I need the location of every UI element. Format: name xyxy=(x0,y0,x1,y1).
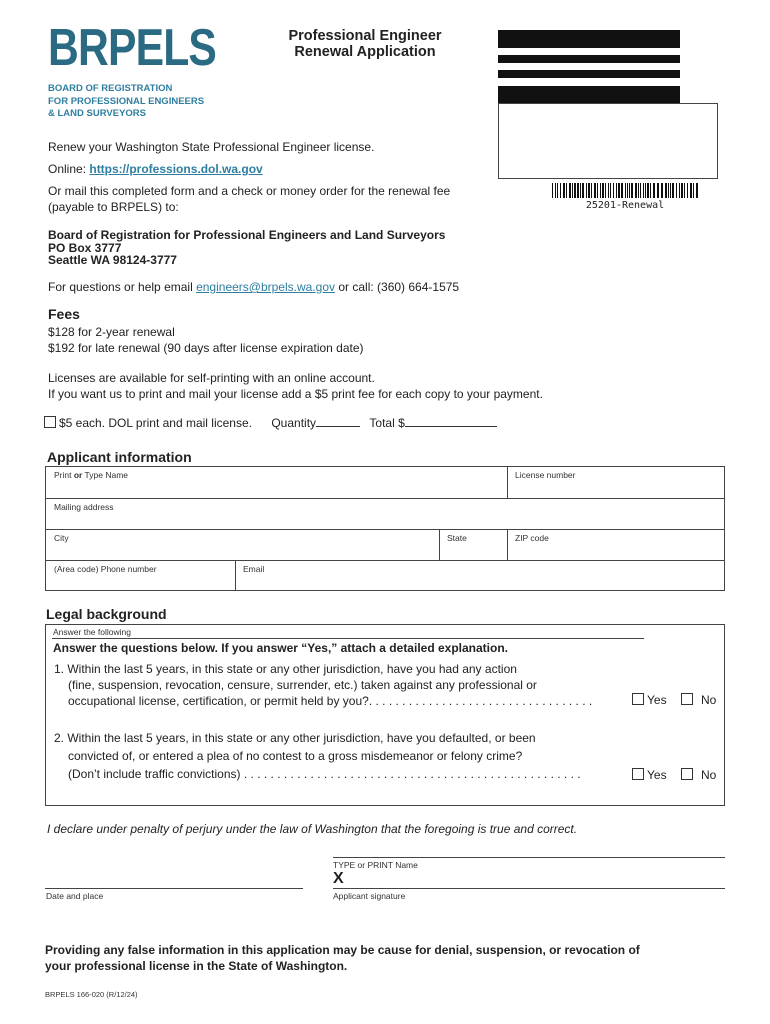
type-print-label: TYPE or PRINT Name xyxy=(333,860,418,870)
city-label: City xyxy=(54,533,69,543)
stripe xyxy=(498,30,680,48)
barcode-bar xyxy=(582,183,584,198)
barcode-bar xyxy=(665,183,667,198)
mailing-row xyxy=(46,498,724,529)
barcode-bar xyxy=(618,183,620,198)
zip-label: ZIP code xyxy=(515,533,549,543)
barcode-bar xyxy=(625,183,626,198)
false-info-warning xyxy=(45,942,640,974)
email-field[interactable] xyxy=(235,561,724,591)
print-line-2: If you want us to print and mail your license add a $5 print fee for each copy to your payment. xyxy=(48,387,543,401)
renew-text: Renew your Washington State Professional Engineer license. xyxy=(48,140,375,154)
office-use-box xyxy=(498,103,718,179)
mailing-address xyxy=(48,229,445,267)
legal-box xyxy=(45,624,725,806)
barcode-bar xyxy=(653,183,655,198)
q1-line: 1. Within the last 5 years, in this state or any other jurisdiction, have you had any action xyxy=(54,662,517,676)
city-field[interactable] xyxy=(46,530,439,560)
name-row xyxy=(46,467,724,498)
no-label: No xyxy=(701,693,717,707)
yes-label: Yes xyxy=(647,693,667,707)
state-label: State xyxy=(447,533,467,543)
print-option-checkbox[interactable] xyxy=(44,416,56,428)
barcode-bar xyxy=(631,183,633,198)
name-label: Print or Type Name xyxy=(54,470,129,480)
license-label: License number xyxy=(515,470,576,480)
title-line-2: Renewal Application xyxy=(294,44,436,60)
barcode-bar xyxy=(594,183,596,198)
q2-no-checkbox[interactable] xyxy=(681,768,693,780)
phone-label: (Area code) Phone number xyxy=(54,564,157,574)
online-label: Online: xyxy=(48,162,90,176)
q2-line: 2. Within the last 5 years, in this state or any other jurisdiction, have you defaulted, or been xyxy=(54,731,536,745)
barcode-bar xyxy=(572,183,573,198)
print-line-1: Licenses are available for self-printing with an online account. xyxy=(48,371,375,385)
barcode-bar xyxy=(580,183,581,198)
mail-line-1: Or mail this completed form and a check or money order for the renewal fee xyxy=(48,184,451,198)
question-1 xyxy=(54,661,638,709)
print-option-label: $5 each. DOL print and mail license. xyxy=(59,416,252,430)
date-place-line[interactable] xyxy=(45,888,303,889)
barcode-bar xyxy=(676,183,677,198)
barcode-bar xyxy=(670,183,671,198)
address-line: Seattle WA 98124-3777 xyxy=(48,253,177,267)
barcode-bar xyxy=(552,183,553,198)
barcode-bar xyxy=(693,183,694,198)
barcode-bar xyxy=(672,183,674,198)
barcode-bar xyxy=(586,183,587,198)
barcode-bar xyxy=(610,183,611,198)
q1-no[interactable] xyxy=(681,693,716,707)
applicant-grid xyxy=(45,466,725,591)
q1-line: occupational license, certification, or permit held by you?. . . . . . . . . . . . . . . . . . . . . . . . . . . . . . . . . . xyxy=(68,694,593,708)
barcode-bar xyxy=(616,183,617,198)
barcode-bar xyxy=(687,183,688,198)
stripe xyxy=(498,70,680,78)
applicant-heading: Applicant information xyxy=(47,449,192,465)
fee-line-2: $192 for late renewal (90 days after license expiration date) xyxy=(48,341,364,355)
signature-x-mark: X xyxy=(333,870,344,887)
barcode-bar xyxy=(597,183,598,198)
warning-line: your professional license in the State of Washington. xyxy=(45,959,348,973)
barcode-bar xyxy=(613,183,614,198)
fee-line-1: $128 for 2-year renewal xyxy=(48,325,175,339)
barcode-text: 25201-Renewal xyxy=(585,200,665,211)
barcode-bar xyxy=(591,183,592,198)
questions-prefix: For questions or help email xyxy=(48,280,197,294)
q1-no-checkbox[interactable] xyxy=(681,693,693,705)
fees-heading: Fees xyxy=(48,306,80,322)
quantity-label: Quantity xyxy=(271,416,317,430)
barcode-bar xyxy=(569,183,571,198)
q2-line: convicted of, or entered a plea of no contest to a gross misdemeanor or felony crime? xyxy=(68,749,523,763)
answer-label: Answer the following xyxy=(53,627,131,637)
total-label: Total $ xyxy=(369,416,405,430)
license-number-field[interactable] xyxy=(507,467,724,498)
barcode-bar xyxy=(657,183,659,198)
online-link[interactable]: https://professions.dol.wa.gov xyxy=(89,162,263,176)
barcode-bar xyxy=(681,183,683,198)
warning-line: Providing any false information in this application may be cause for denial, suspension, or revocation of xyxy=(45,943,640,957)
barcode-bar xyxy=(690,183,692,198)
mailing-address-field[interactable] xyxy=(46,499,724,529)
title-line-1: Professional Engineer xyxy=(288,28,442,44)
name-field[interactable] xyxy=(46,467,507,498)
mail-line-2: (payable to BRPELS) to: xyxy=(48,200,179,214)
q1-yes-checkbox[interactable] xyxy=(632,693,644,705)
barcode-bar xyxy=(684,183,685,198)
yes-label: Yes xyxy=(647,768,667,782)
declaration-text: I declare under penalty of perjury under the law of Washington that the foregoing is true and correct. xyxy=(47,822,578,836)
email-link[interactable]: engineers@brpels.wa.gov xyxy=(196,280,336,294)
barcode-bar xyxy=(577,183,579,198)
barcode-bar xyxy=(566,183,567,198)
barcode-bar xyxy=(621,183,623,198)
q2-yes[interactable] xyxy=(632,768,667,782)
contact-row xyxy=(46,560,724,591)
state-field[interactable] xyxy=(439,530,507,560)
no-label: No xyxy=(701,768,717,782)
barcode-bar xyxy=(679,183,680,198)
barcode xyxy=(552,183,700,198)
questions-suffix: or call: (360) 664-1575 xyxy=(335,280,460,294)
signature-label: Applicant signature xyxy=(333,891,406,901)
barcode-bar xyxy=(560,183,561,198)
q2-line: (Don’t include traffic convictions) . . . . . . . . . . . . . . . . . . . . . . . . . . . . . . . . . . . . . . . . . . . . . . . . . . . xyxy=(68,767,581,781)
barcode-bar xyxy=(650,183,651,198)
barcode-bar xyxy=(643,183,644,198)
q2-yes-checkbox[interactable] xyxy=(632,768,644,780)
address-line: PO Box 3777 xyxy=(48,240,122,255)
barcode-bar xyxy=(645,183,646,198)
signature-line[interactable] xyxy=(333,888,725,889)
barcode-bar xyxy=(574,183,576,198)
q1-yes[interactable] xyxy=(632,693,667,707)
barcode-bar xyxy=(588,183,590,198)
stripe xyxy=(498,86,680,104)
barcode-bar xyxy=(668,183,669,198)
barcode-bar xyxy=(602,183,604,198)
barcode-bar xyxy=(638,183,639,198)
zip-field[interactable] xyxy=(507,530,724,560)
barcode-bar xyxy=(557,183,558,198)
barcode-bar xyxy=(696,183,698,198)
q1-line: (fine, suspension, revocation, censure, surrender, etc.) taken against any professional or xyxy=(68,678,537,692)
legal-heading: Legal background xyxy=(46,606,167,622)
online-line xyxy=(48,161,263,177)
form-number: BRPELS 166-020 (R/12/24) xyxy=(45,990,138,999)
barcode-bar xyxy=(627,183,628,198)
barcode-bar xyxy=(605,183,606,198)
mailing-label: Mailing address xyxy=(54,502,114,512)
phone-field[interactable] xyxy=(46,561,235,591)
questions-line xyxy=(48,279,459,295)
total-field[interactable] xyxy=(405,418,497,427)
q2-no[interactable] xyxy=(681,768,716,782)
print-option-row xyxy=(44,415,497,431)
email-label: Email xyxy=(243,564,265,574)
form-title xyxy=(255,28,475,60)
barcode-bar xyxy=(600,183,601,198)
quantity-field[interactable] xyxy=(316,418,360,427)
question-2 xyxy=(54,729,638,783)
barcode-bar xyxy=(635,183,637,198)
brpels-logo: BRPELS xyxy=(48,19,217,77)
city-row xyxy=(46,529,724,560)
stripe xyxy=(498,55,680,63)
barcode-bar xyxy=(640,183,641,198)
barcode-bar xyxy=(555,183,556,198)
barcode-bar xyxy=(608,183,609,198)
logo-subtitle: BOARD OF REGISTRATION FOR PROFESSIONAL ENGINEERS & LAND SURVEYORS xyxy=(48,83,205,119)
address-line: Board of Registration for Professional Engineers and Land Surveyors xyxy=(48,228,446,242)
barcode-bar xyxy=(647,183,649,198)
legal-instruction: Answer the questions below. If you answer “Yes,” attach a detailed explanation. xyxy=(53,641,509,655)
barcode-bar xyxy=(629,183,630,198)
date-label: Date and place xyxy=(46,891,104,901)
barcode-bar xyxy=(661,183,663,198)
barcode-bar xyxy=(563,183,565,198)
